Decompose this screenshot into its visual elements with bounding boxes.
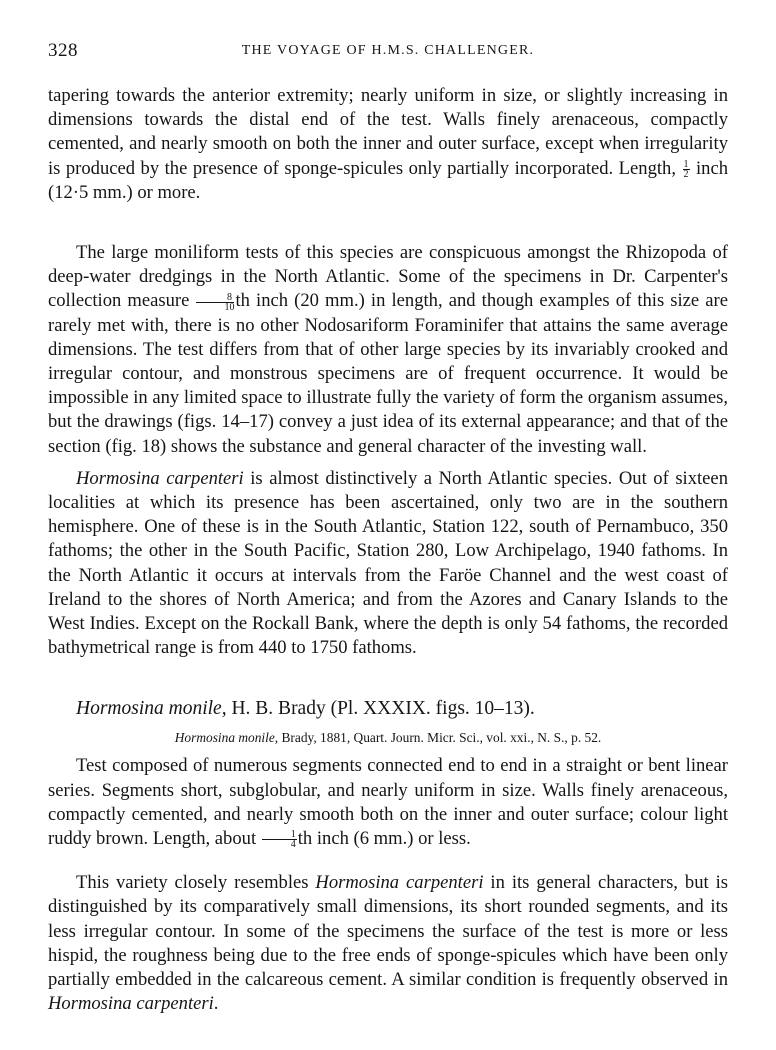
species-name: Hormosina carpenteri xyxy=(76,467,244,489)
species-heading xyxy=(48,696,728,722)
paragraph-distribution xyxy=(48,467,728,661)
reference-citation: Brady, 1881, Quart. Journ. Micr. Sci., vol. xxi., N. S., p. 52. xyxy=(278,730,602,746)
document-page xyxy=(48,40,728,1017)
paragraph-text: The large moniliform tests of this species are conspicuous amongst the Rhizopoda of deep-water dredgings in the North Atlantic. Some of the specimens in Dr. Carpenter's collection measure xyxy=(48,242,728,312)
paragraph-text-tail: inch (12·5 mm.) or more. xyxy=(48,157,728,203)
species-name: Hormosina carpenteri xyxy=(315,872,484,894)
paragraph-text: in its general characters, but is distinguished by its comparatively small dimensions, its short rounded segments, and its less irregular contour. In some of the specimens the surface of the test is more or less hispid, the roughness being due to the free ends of sponge-spicules which have been only partially embedded in the calcareous cement. A similar condition is frequently observed in xyxy=(48,872,728,991)
paragraph-moniliform-tests xyxy=(48,241,728,459)
paragraph-text: . xyxy=(213,993,219,1015)
paragraph-test-description xyxy=(48,754,728,851)
paragraph-description-continued xyxy=(48,84,728,205)
fraction-eight-tenths: $\frac{8}{10}$ xyxy=(196,293,234,312)
paragraph-text-tail: th inch (6 mm.) or less. xyxy=(297,828,471,850)
paragraph-text: tapering towards the anterior extremity; nearly uniform in size, or slightly increasing in dimensions towards the distal end of the test. Walls finely arenaceous, compactly cemented, and nearly smooth on both the inner and outer surface, except when irregularity is produced by the presence of sponge-spicules only partially incorporated. Length, xyxy=(48,85,728,179)
running-title: THE VOYAGE OF H.M.S. CHALLENGER. xyxy=(241,43,535,58)
paragraph-text: Test composed of numerous segments connected end to end in a straight or bent linear series. Segments short, subglobular, and nearly uniform in size. Walls finely arenaceous, compactly cemented, and nearly smooth both on the inner and outer surface; colour light ruddy brown. Length, about xyxy=(48,755,728,850)
paragraph-variety-comparison xyxy=(48,871,728,1016)
paragraph-text: is almost distinctively a North Atlantic species. Out of sixteen localities at which its presence has been ascertained, only two are in the southern hemisphere. One of these is in the South Atlantic, Station 122, south of Pernambuco, 350 fathoms; the other in the South Pacific, Station 280, Low Archipelago, 1940 fathoms. In the North Atlantic it occurs at intervals from the Faröe Channel and the west coast of Ireland to the shores of North America; and from the Azores and Canary Islands to the West Indies. Except on the Rockall Bank, where the depth is only 54 fathoms, the recorded bathymetrical range is from 440 to 1750 fathoms. xyxy=(48,467,728,659)
page-header xyxy=(48,40,728,64)
reference-species-name: Hormosina monile, xyxy=(174,730,279,746)
fraction-half: $\frac{1}{2}$ xyxy=(683,158,689,180)
species-name: Hormosina carpenteri xyxy=(48,993,214,1015)
literature-reference xyxy=(48,728,728,748)
heading-species-name: Hormosina monile, xyxy=(76,698,227,720)
heading-author: H. B. Brady (Pl. XXXIX. figs. 10–13). xyxy=(226,698,535,720)
fraction-quarter: $\frac{1}{4}$ xyxy=(262,830,297,849)
paragraph-text: This variety closely resembles xyxy=(76,872,316,894)
paragraph-text-tail: th inch (20 mm.) in length, and though examples of this size are rarely met with, there is no other Nodosariform Foraminifer that attains the same average dimensions. The test differs from that of other large species by its invariably crooked and irregular contour, and monstrous specimens are of frequent occurrence. It would be impossible in any limited space to illustrate fully the variety of form the organism assumes, but the drawings (figs. 14–17) convey a just idea of its external appearance; and that of the section (fig. 18) shows the substance and general character of the investing wall. xyxy=(48,290,728,457)
page-number: 328 xyxy=(48,40,78,61)
